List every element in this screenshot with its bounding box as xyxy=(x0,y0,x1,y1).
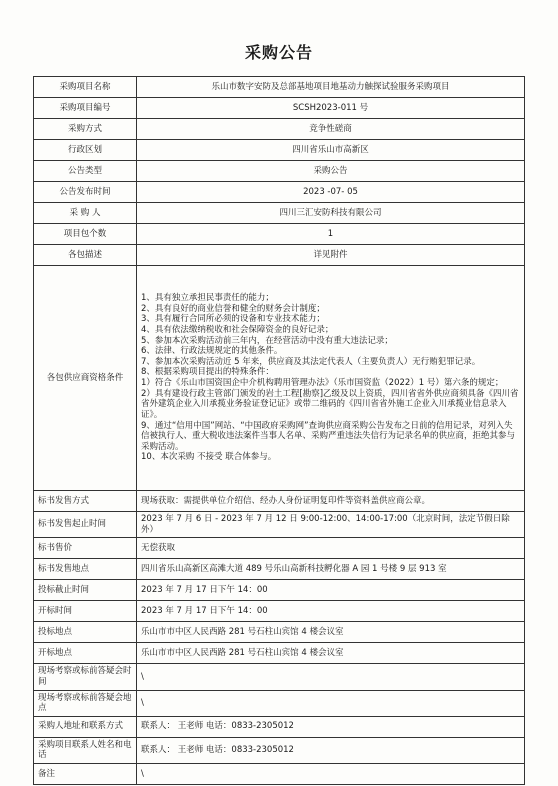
row-value: 2023 年 7 月 17 日下午 14：00 xyxy=(137,601,525,622)
row-value: 2023 年 7 月 6 日 - 2023 年 7 月 12 日 9:00-12:00、14:00-17:00（北京时间，法定节假日除外） xyxy=(137,512,525,538)
doc-title: 采购公告 xyxy=(244,43,313,62)
row-value: 现场获取：需提供单位介绍信、经办人身份证明复印件等资料盖供应商公章。 xyxy=(137,491,525,512)
list-item: 4、具有依法缴纳税收和社会保障资金的良好记录； xyxy=(141,324,334,335)
row-value: 乐山市市中区人民西路 281 号石柱山宾馆 4 楼会议室 xyxy=(137,643,525,664)
row-label: 行政区划 xyxy=(34,140,137,161)
table-row xyxy=(34,538,525,559)
row-value: 四川省乐山市高新区 xyxy=(137,140,525,161)
row-value: 采购公告 xyxy=(137,161,525,182)
table-row xyxy=(34,161,525,182)
row-label: 开标时间 xyxy=(34,601,137,622)
qualification-row xyxy=(34,266,525,491)
list-item: 1、具有独立承担民事责任的能力； xyxy=(141,293,274,303)
table-row xyxy=(34,622,525,643)
table-row xyxy=(34,559,525,580)
table-row xyxy=(34,224,525,245)
row-label: 公告发布时间 xyxy=(34,182,137,203)
list-item: 6、法律、行政法规规定的其他条件。 xyxy=(141,346,283,357)
row-value: SCSH2023-011 号 xyxy=(137,98,525,119)
table-row xyxy=(34,77,525,98)
table-row xyxy=(34,140,525,161)
row-label: 标书发售地点 xyxy=(34,559,137,580)
row-value: 四川省乐山高新区高滩大道 489 号乐山高新科技孵化器 A 园 1 号楼 9 层 913 室 xyxy=(137,559,525,580)
row-value: 联系人： 王老师 电话：0833-2305012 xyxy=(137,737,525,763)
qualification-list xyxy=(137,266,525,491)
row-value: \ xyxy=(137,764,525,785)
table-row xyxy=(34,203,525,224)
table-row xyxy=(34,580,525,601)
table-row xyxy=(34,764,525,785)
row-label: 采购项目编号 xyxy=(34,98,137,119)
table-row xyxy=(34,664,525,690)
list-item: 9、通过“信用中国”网站、“中国政府采购网”查询供应商采购公告发布之日前的信用记录，对列入失信被执行人、重大税收违法案件当事人名单、采购严重违法失信行为记录名单的供应商，拒绝其参与采购活动。 xyxy=(141,420,516,452)
row-value: 乐山市数字安防及总部基地项目地基动力触探试验服务采购项目 xyxy=(137,77,525,98)
row-label: 现场考察或标前答疑会时间 xyxy=(34,664,137,690)
row-label: 标书发售方式 xyxy=(34,491,137,512)
row-label: 采购项目名称 xyxy=(34,77,137,98)
row-label: 标书发售起止时间 xyxy=(34,512,137,538)
announcement-table xyxy=(33,76,525,785)
list-item: 8、根据采购项目提出的特殊条件： xyxy=(141,367,274,378)
row-value: 四川三汇安防科技有限公司 xyxy=(137,203,525,224)
row-label: 项目包个数 xyxy=(34,224,137,245)
list-item: 2）具有建设行政主管部门颁发的岩土工程[勘察]乙级及以上资质，四川省省外供应商须具备《四川省省外建筑企业入川承揽业务验证登记证》或带二维码的《四川省省外施工企业入川承揽业信息录入证》。 xyxy=(141,388,519,420)
table-row xyxy=(34,491,525,512)
row-value: 2023 -07- 05 xyxy=(137,182,525,203)
table-row xyxy=(34,98,525,119)
row-value: 详见附件 xyxy=(137,245,525,266)
row-label: 采 购 人 xyxy=(34,203,137,224)
table-row xyxy=(34,716,525,737)
row-value: 无偿获取 xyxy=(137,538,525,559)
row-label: 备注 xyxy=(34,764,137,785)
table-row xyxy=(34,119,525,140)
list-item: 2、具有良好的商业信誉和健全的财务会计制度； xyxy=(141,303,325,314)
row-value: \ xyxy=(137,664,525,690)
list-item: 3、具有履行合同所必须的设备和专业技术能力； xyxy=(141,314,325,325)
table-row xyxy=(34,182,525,203)
list-item: 10、本次采购 不接受 联合体参与。 xyxy=(141,452,277,463)
row-value: 竞争性磋商 xyxy=(137,119,525,140)
row-label: 开标地点 xyxy=(34,643,137,664)
list-item: 7、参加本次采购活动近 5 年来，供应商及其法定代表人（主要负责人）无行贿犯罪记录。 xyxy=(141,356,481,367)
row-value: 2023 年 7 月 17 日下午 14：00 xyxy=(137,580,525,601)
table-row xyxy=(34,245,525,266)
row-label: 投标地点 xyxy=(34,622,137,643)
row-label: 公告类型 xyxy=(34,161,137,182)
row-value: 联系人： 王老师 电话：0833-2305012 xyxy=(137,716,525,737)
row-label: 采购人地址和联系方式 xyxy=(34,716,137,737)
table-row xyxy=(34,601,525,622)
qualification-label: 各包供应商资格条件 xyxy=(34,266,137,491)
row-label: 现场考察或标前答疑会地点 xyxy=(34,690,137,716)
row-label: 采购方式 xyxy=(34,119,137,140)
row-value: \ xyxy=(137,690,525,716)
row-label: 投标截止时间 xyxy=(34,580,137,601)
row-label: 标书售价 xyxy=(34,538,137,559)
row-label: 各包描述 xyxy=(34,245,137,266)
row-label: 采购项目联系人姓名和电话 xyxy=(34,737,137,763)
table-row xyxy=(34,690,525,716)
row-value: 1 xyxy=(137,224,525,245)
row-value: 乐山市市中区人民西路 281 号石柱山宾馆 4 楼会议室 xyxy=(137,622,525,643)
table-row xyxy=(34,512,525,538)
list-item: 5、参加本次采购活动前三年内，在经营活动中没有重大违法记录； xyxy=(141,335,393,346)
list-item: 1）符合《乐山市国资国企中介机构聘用管理办法》（乐市国资监（2022）1 号）第六条的规定； xyxy=(141,378,504,388)
table-row xyxy=(34,643,525,664)
table-row xyxy=(34,737,525,763)
